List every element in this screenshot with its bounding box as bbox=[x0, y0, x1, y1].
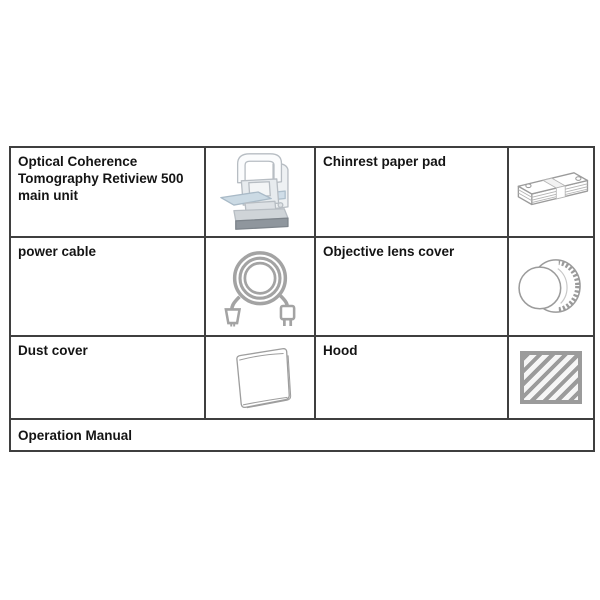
packing-list-table bbox=[9, 146, 595, 452]
item-label-objective-lens-cover bbox=[316, 238, 509, 337]
item-label-main-unit bbox=[11, 148, 206, 238]
item-label-text: Dust cover bbox=[18, 343, 88, 358]
item-row-operation-manual bbox=[11, 420, 593, 450]
item-image-power-cable bbox=[206, 238, 316, 337]
item-label-text: Optical Coherence Tomography Retiview 500 main unit bbox=[18, 154, 184, 203]
item-label-text: Operation Manual bbox=[18, 427, 133, 443]
item-image-chinrest-paper-pad bbox=[509, 148, 593, 238]
power-cable-icon bbox=[221, 246, 299, 328]
item-label-hood bbox=[316, 337, 509, 420]
item-label-text: power cable bbox=[18, 244, 97, 259]
item-label-chinrest-paper-pad bbox=[316, 148, 509, 238]
item-label-dust-cover bbox=[11, 337, 206, 420]
objective-lens-cover-icon bbox=[518, 257, 584, 317]
hood-icon bbox=[520, 351, 582, 404]
item-label-text: Chinrest paper pad bbox=[323, 154, 447, 169]
oct-main-unit-icon bbox=[217, 151, 303, 233]
item-image-main-unit bbox=[206, 148, 316, 238]
dust-cover-icon bbox=[227, 344, 293, 412]
item-label-text: Objective lens cover bbox=[323, 244, 455, 259]
chinrest-paper-pad-icon bbox=[513, 168, 589, 216]
item-image-dust-cover bbox=[206, 337, 316, 420]
item-label-text: Hood bbox=[323, 343, 358, 358]
item-label-power-cable bbox=[11, 238, 206, 337]
item-image-objective-lens-cover bbox=[509, 238, 593, 337]
item-image-hood bbox=[509, 337, 593, 420]
